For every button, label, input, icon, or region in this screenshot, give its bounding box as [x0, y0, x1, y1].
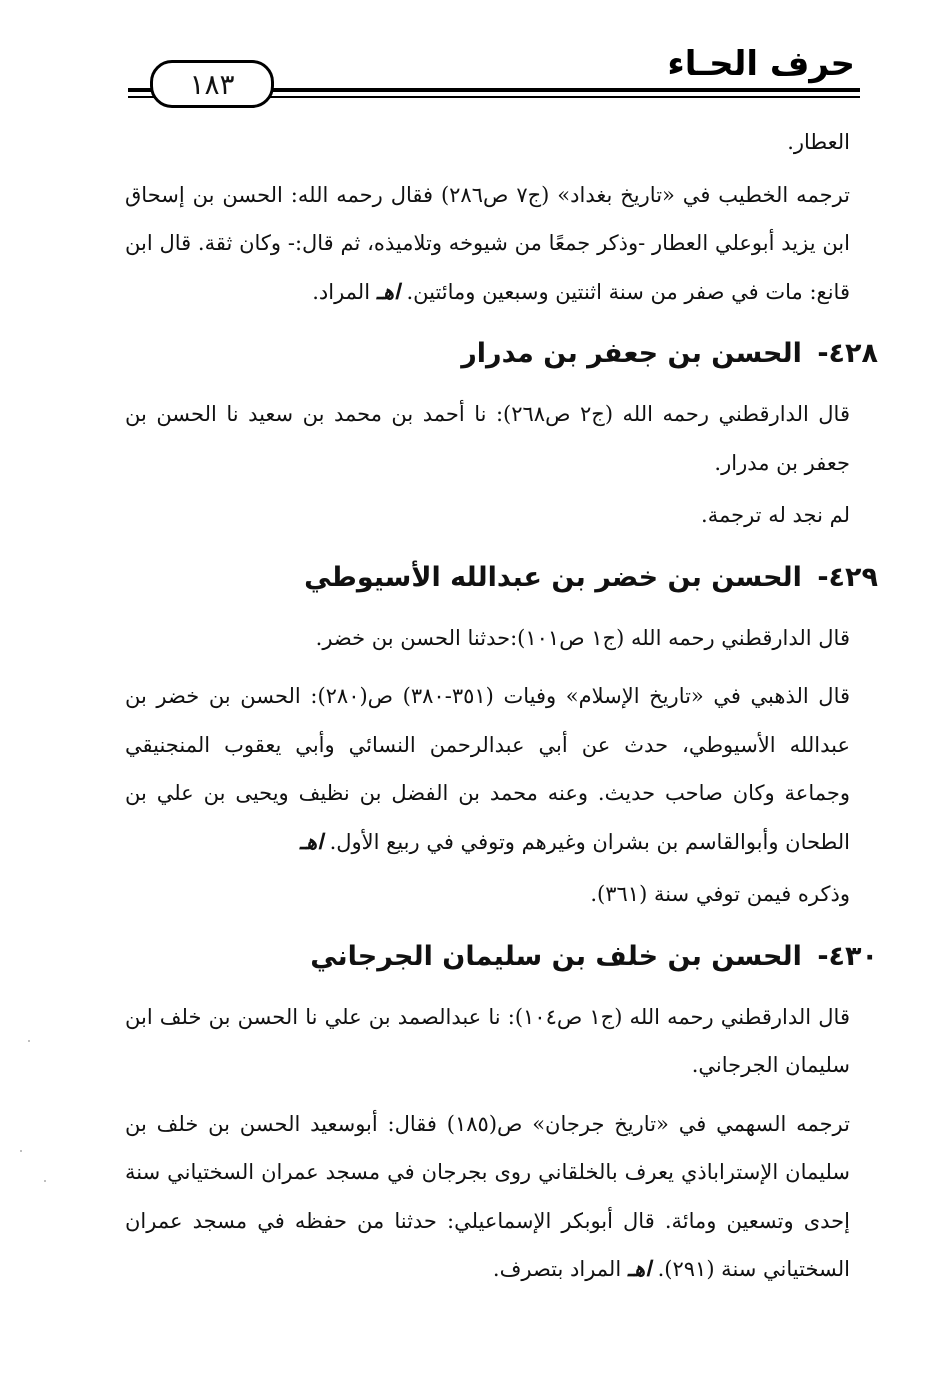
paragraph: العطار.	[787, 130, 850, 154]
paragraph-text: ترجمه الخطيب في «تاريخ بغداد» (ج٧ ص٢٨٦) فقال رحمه الله: الحسن بن إسحاق ابن يزيد أبوعلي العطار -وذكر جمعًا من شيوخه وتلاميذه، ثم قال:- وكان ثقة. قال ابن قانع: مات في صفر من سنة اثنتين وسبعين ومائتين.	[125, 182, 850, 304]
end-mark: اهـ	[627, 1256, 651, 1281]
paragraph: قال الدارقطني رحمه الله (ج١ ص١٠٤): نا عبدالصمد بن علي نا الحسن بن خلف ابن سليمان الجرجاني.	[125, 1004, 850, 1077]
entry-number: ٤٣٠-	[817, 940, 878, 972]
page-header	[120, 40, 860, 110]
paragraph: وذكره فيمن توفي سنة (٣٦١).	[590, 882, 850, 906]
paragraph	[125, 171, 850, 317]
paragraph-text: ترجمه السهمي في «تاريخ جرجان» ص(١٨٥) فقال: أبوسعيد الحسن بن خلف بن سليمان الإستراباذي يعرف بالخلقاني روى بجرجان في مسجد عمران السختياني سنة إحدى وتسعين ومائة. قال أبوبكر الإسماعيلي: حدثنا من حفظه في مسجد عمران السختياني سنة (٢٩١).	[125, 1111, 850, 1281]
entry-number: ٤٢٨-	[817, 338, 878, 369]
paragraph: لم نجد له ترجمة.	[701, 503, 850, 527]
page-body	[125, 118, 878, 1298]
entry-name: الحسن بن خلف بن سليمان الجرجاني	[310, 940, 802, 972]
paragraph: قال الدارقطني رحمه الله (ج٢ ص٢٦٨): نا أحمد بن محمد بن سعيد نا الحسن بن جعفر بن مدرار.	[125, 402, 850, 475]
scan-speck	[44, 1180, 46, 1182]
page-number: ١٨٣	[150, 60, 274, 108]
entry-heading-430	[153, 927, 878, 987]
paragraph	[125, 672, 850, 866]
paragraph: قال الدارقطني رحمه الله (ج١ ص١٠١):حدثنا الحسن بن خضر.	[315, 625, 850, 650]
paragraph-tail: المراد.	[312, 279, 377, 304]
paragraph-tail: المراد بتصرف.	[492, 1257, 628, 1281]
entry-name: الحسن بن جعفر بن مدرار	[461, 338, 802, 369]
chapter-title: حرف الحـاء	[667, 44, 855, 84]
scan-speck	[28, 1040, 30, 1042]
end-mark: اهـ	[376, 278, 400, 304]
entry-number: ٤٢٩-	[817, 561, 878, 593]
end-mark: اهـ	[299, 828, 323, 854]
entry-heading-429	[153, 548, 878, 608]
entry-name: الحسن بن خضر بن عبدالله الأسيوطي	[304, 561, 802, 593]
scan-speck	[20, 1150, 22, 1152]
paragraph-text: قال الذهبي في «تاريخ الإسلام» وفيات (٣٥١-٣٨٠) ص(٢٨٠): الحسن بن خضر بن عبدالله الأسيوطي، حدث عن أبي عبدالرحمن النسائي وأبي يعقوب المنجنيقي وجماعة وكان صاحب حديث. وعنه محمد بن الفضل بن نظيف ويحيى بن علي بن الطحان وأبوالقاسم بن بشران وغيرهم وتوفي في ربيع الأول.	[125, 684, 851, 854]
entry-heading-428	[153, 324, 878, 384]
paragraph	[125, 1100, 850, 1294]
